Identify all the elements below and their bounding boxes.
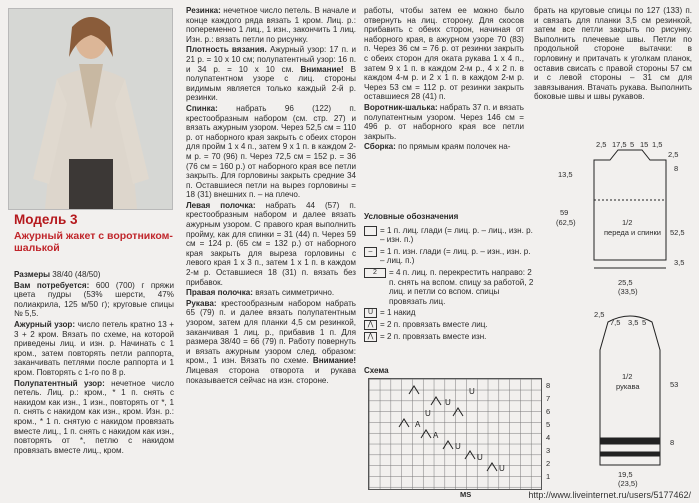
- row-number: 8: [546, 381, 551, 390]
- row-number: 6: [546, 407, 551, 416]
- body-pattern-diagram: 2,5 17,5 5 15 1,5 2,5 8 13,5 59 (62,5) 52,5 1/2 переда и спинки 25,5 (33,5) 3,5: [556, 140, 691, 300]
- k2tog-icon: ⋀: [364, 320, 377, 330]
- schema-title: Схема: [364, 366, 389, 375]
- watermark-url: http://www.liveinternet.ru/users/5177462/: [528, 490, 691, 500]
- legend-item: – = 1 п. изн. глади (= лиц. р. – изн., изн. р. – лиц. п.): [364, 247, 534, 266]
- model-title: Модель 3: [14, 212, 78, 227]
- col1-para-2: Ажурный узор: число петель кратно 13 + 3 + 2 кром. Вязать по схеме, на которой приведены лиц. и изн. р. Начинать с 1 кром., затем повторять петли раппорта, заканчивать петлями после раппорта и 1 кром. Повторять с 1-го по 8 р.: [14, 319, 174, 377]
- row-number: 4: [546, 433, 551, 442]
- woman-in-jacket-image: [9, 9, 172, 209]
- col2-para-4: Левая полочка: набрать 44 (57) п. крестообразным набором и далее вязать ажурным узором. С правого края выполнить пройму, как для спинки = 31 (44) п. Через 59 см = 124 р. (65 см = 132 р.) от наборного края закрыть для выреза горловины с левого края 1 х 3 п., затем 1 х 1 п. в каждом 2-м р. Оставшиеся 18 (31) п. вязать без прибавок.: [186, 200, 356, 287]
- legend-item: = 1 п. лиц. глади (= лиц. р. – лиц., изн. р. – изн. п.): [364, 226, 534, 245]
- knitting-chart: [368, 378, 542, 490]
- text-column-2: [186, 6, 356, 386]
- col1-para-0: Размеры 38/40 (48/50): [14, 270, 101, 279]
- cable-cross-icon: 2: [364, 268, 386, 278]
- row-number: 1: [546, 472, 551, 481]
- col3-para-0: работы, чтобы затем ее можно было отвернуть на лиц. сторону. Для скосов прибавить с обеих сторон, начиная от наборного края, в ажурном узоре 70 (83) п. Через 36 см = 76 р. от резинки закрыть с обеих сторон для окатa рукава 1 х 4 п., затем 9 х 1 п. в каждом 2-м р., 4 х 2 п. в каждом 4-м р. и 2 х 1 п. в каждом 2-м р. Через 53 см = 112 р. от резинки закрыть оставшиеся 28 (41) п.: [364, 6, 524, 102]
- col2-para-6: Рукава: крестообразным набором набрать 65 (79) п. и далее вязать полупатентным узором, затем для планки 4,5 см резинкой, заканчивая 1 лиц. р., прибавив 1 п. Для размера 38/40 = 66 (79) п. Работу повернуть и вязать ажурным узором след. образом: кром., 1 изн. Вязать по схеме. Внимание! Лицевая сторона отворота и рукава показывается сейчас на изн. стороне.: [186, 298, 357, 385]
- svg-text:U: U: [445, 398, 451, 407]
- legend-item: U = 1 накид: [364, 308, 534, 318]
- text-column-4: [534, 6, 692, 103]
- col1-para-1: Вам потребуется: 600 (700) г пряжи цвета пудры (53% шерсти, 47% полиакрила, 125 м/50 г); круговые спицы № 5,5.: [14, 280, 174, 319]
- col2-para-3: Спинка: набрать 96 (122) п. крестообразным набором (см. стр. 27) и вязать ажурным узором. Через 52,5 см = 110 р. от наборного края закрыть с обеих сторон для пройм 1 х 4 п., затем 9 х 1 п. в каждом 2-м р. = 70 (96) п. Через 72,5 см = 152 р. = 36 (76 см = 160 р.) от наборного края все петли закрыть. Для горловины закрыть средние 34 п. Оставшиеся петли на вырез горловины = 18 (31) внешних п. – на плечо.: [186, 103, 356, 200]
- p2tog-icon: ⋀: [364, 332, 377, 342]
- legend-item: 2 = 4 п. лиц. п. перекрестить направо: 2 п. снять на вспом. спицу за работой, 2 лиц. и петли со вспом. спицы провязать лиц.: [364, 268, 534, 306]
- row-number: 3: [546, 446, 551, 455]
- col2-para-1: Плотность вязания. Ажурный узор: 17 п. и 21 р. = 10 х 10 см; полупатентный узор: 16 п. и 34 р. = 10 х 10 см. Внимание! В полупатентном узоре с лиц. стороны видимым является только каждый 2-й р. резинки.: [186, 45, 357, 103]
- legend-title: Условные обозначения: [364, 212, 459, 221]
- svg-text:U: U: [477, 453, 483, 462]
- col3-para-1: Воротник-шалька: набрать 37 п. и вязать полупатентным узором. Через 146 см = 496 р. от наборного края все петли закрыть.: [364, 102, 524, 141]
- yarn-over-icon: U: [364, 308, 377, 318]
- model-subtitle: Ажурный жакет с воротником-шалькой: [14, 230, 173, 254]
- legend-item: ⋀ = 2 п. провязать вместе лиц.: [364, 320, 534, 330]
- row-number: 2: [546, 459, 551, 468]
- col1-para-3: Полупатентный узор: нечетное число петель. Лиц. р.: кром., * 1 п. снять с накидом как изн., 1 изн., повторять от *, 1 п. снять с накидом как изн., кром. Изн. р.: кром., * 1 п. снятую с накидом провязать вместе лиц., 1 п. снять с накидом как изн., повторять от *, петлю с накидом провязать вместе лиц., кром.: [14, 378, 174, 455]
- sleeve-pattern-diagram: 2,5 7,5 3,5 5 1/2 рукава 53 8 19,5 (23,5): [578, 310, 688, 500]
- svg-text:U: U: [499, 464, 505, 473]
- col2-para-5: Правая полочка: вязать симметрично.: [186, 288, 335, 298]
- svg-text:U: U: [455, 442, 461, 451]
- svg-text:A: A: [433, 431, 439, 440]
- col3-para-2: Сборка: по прямым краям полочек на-: [364, 142, 511, 152]
- knit-symbol-icon: [364, 226, 377, 236]
- model-photo: [8, 8, 173, 210]
- row-number: 7: [546, 394, 551, 403]
- legend: [364, 212, 534, 344]
- svg-text:U: U: [469, 387, 475, 396]
- svg-text:A: A: [415, 420, 421, 429]
- schema-repeat-label: MS: [460, 490, 472, 499]
- legend-item: ⋀ = 2 п. провязать вместе изн.: [364, 332, 534, 342]
- col2-para-0: Резинка: нечетное число петель. В начале и конце каждого ряда вязать 1 кром. Лиц. р.: попеременно 1 лиц., 1 изн., закончить 1 лиц. Изн. р.: вязать петли по рисунку.: [186, 6, 356, 44]
- svg-text:U: U: [425, 409, 431, 418]
- sleeve-outline-icon: [578, 310, 688, 490]
- col4-para-0: брать на круговые спицы по 127 (133) п. и связать для планки 3,5 см резинкой, затем все петли закрыть по рисунку. Выполнить плечевые швы. Петли по продольной стороне вытачки: в горловину и притачать к уголкам планок, оставив свисать с правой стороны 57 см и с левой стороны – 31 см для завязывания. Втачать рукава. Выполнить боковые швы и швы рукавов.: [534, 6, 692, 102]
- chart-symbols-icon: [369, 379, 541, 489]
- purl-symbol-icon: –: [364, 247, 377, 257]
- model-title-block: [14, 212, 174, 254]
- text-column-1: [14, 270, 174, 456]
- text-column-3: [364, 6, 524, 153]
- row-number: 5: [546, 420, 551, 429]
